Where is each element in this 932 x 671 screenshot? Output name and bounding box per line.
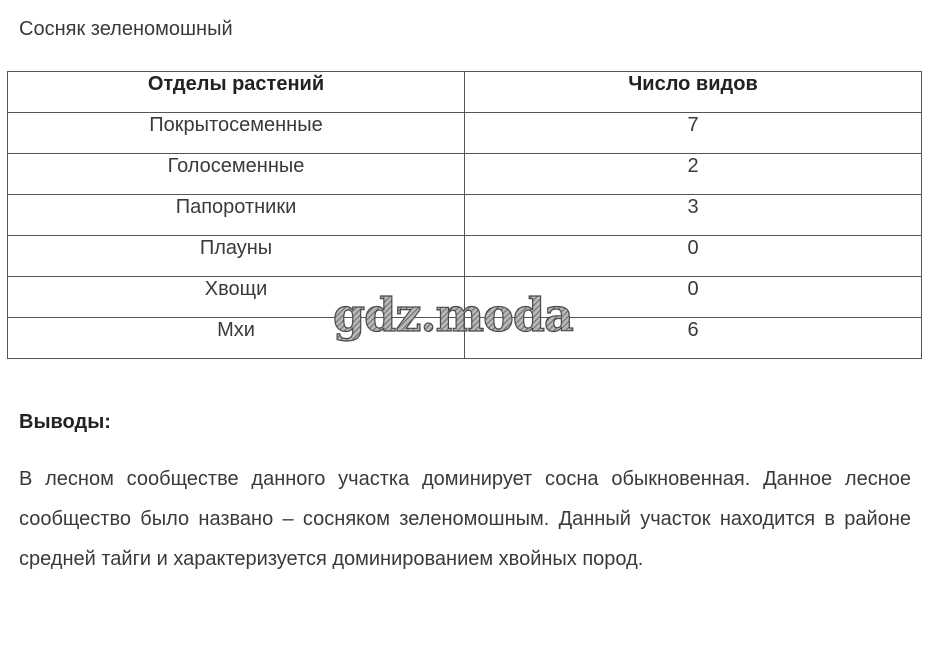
cell-division: Голосеменные [8,154,465,195]
cell-division: Папоротники [8,195,465,236]
cell-species-count: 6 [465,318,922,359]
table-row [8,195,922,236]
cell-species-count: 0 [465,236,922,277]
table-row [8,277,922,318]
conclusions-heading: Выводы: [19,411,111,433]
table-row [8,154,922,195]
watermark-text: gdz.moda [333,288,573,342]
table-row [8,113,922,154]
column-header-division: Отделы растений [8,72,465,113]
cell-species-count: 3 [465,195,922,236]
table-header-row [8,72,922,113]
conclusions-paragraph: В лесном сообществе данного участка доминирует сосна обыкновенная. Данное лесное сообщество было названо – сосняком зеленомошным. Данный участок находится в районе средней тайги и характеризуется доминированием хвойных пород. [19,468,911,570]
cell-species-count: 2 [465,154,922,195]
plant-divisions-table [7,71,922,359]
table-row [8,318,922,359]
cell-species-count: 0 [465,277,922,318]
cell-division: Плауны [8,236,465,277]
table-row [8,236,922,277]
column-header-species-count: Число видов [465,72,922,113]
cell-species-count: 7 [465,113,922,154]
document-title: Сосняк зеленомошный [19,18,233,40]
cell-division: Покрытосеменные [8,113,465,154]
cell-division: Мхи [8,318,465,359]
cell-division: Хвощи [8,277,465,318]
